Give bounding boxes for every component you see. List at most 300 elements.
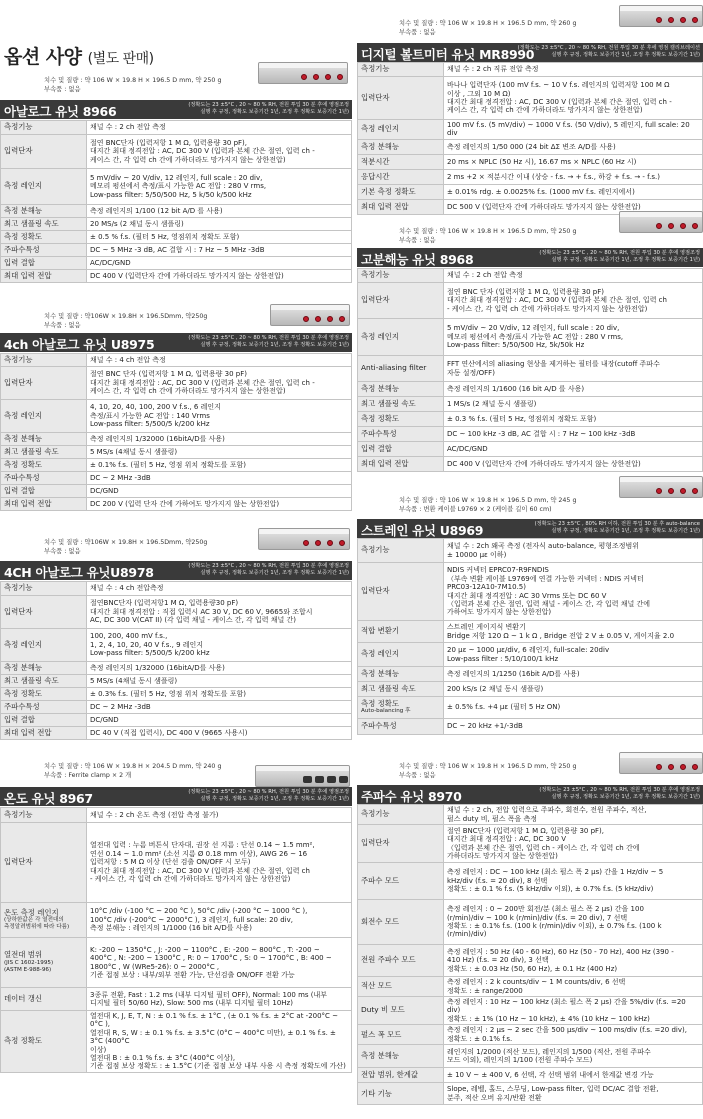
- spec-row: [1, 354, 352, 367]
- unit-meta-line: 치수 및 질량 : 약 106 W × 19.8 H × 196.5 D mm, 약 260 g: [399, 20, 577, 27]
- spec-value-line: FFT 연산에서의 aliasing 현상을 제거하는 필터를 내장(cutoff 주파수: [447, 360, 660, 369]
- spec-label-text: 최대 입력 전압: [4, 270, 52, 280]
- spec-label-text: 최대 입력 전압: [4, 498, 52, 508]
- connector-icon: [339, 316, 345, 322]
- spec-label: [358, 1083, 444, 1105]
- spec-value-line: DC/GND: [90, 715, 119, 724]
- spec-value: [87, 988, 352, 1011]
- accuracy-note: [518, 45, 700, 59]
- spec-value: [444, 120, 703, 140]
- spec-label: [358, 1068, 444, 1083]
- unit-name: 고분해능 유닛 8968: [361, 252, 474, 267]
- spec-label-text: 주파수특성: [4, 472, 40, 482]
- spec-row: [358, 139, 703, 154]
- spec-value-line: 열전대 입력 : 누름 버튼식 단자대, 권장 선 지름 : 단선 0.14 ~ 1.5 mm²,: [90, 841, 315, 850]
- connector-icon: [668, 764, 674, 770]
- spec-value-line: ± 0.3 % f.s. (필터 5 Hz, 영점위치 정확도 포함): [447, 414, 597, 423]
- spec-label: [358, 184, 444, 199]
- spec-row: [358, 697, 703, 719]
- spec-label: [358, 412, 444, 427]
- spec-label: [1, 582, 87, 596]
- spec-label: [1, 446, 87, 459]
- spec-row: [358, 719, 703, 735]
- spec-value-line: ± 0.1% f.s. (필터 5 Hz, 영점 위치 정확도를 포함): [90, 460, 246, 469]
- spec-value-line: ± 10 V ~ ± 400 V, 6 선택, 각 선택 범위 내에서 한계값 변경 가능: [447, 1071, 654, 1080]
- spec-label-text: 기타 기능: [361, 1088, 392, 1098]
- spec-value: [444, 997, 703, 1025]
- spec-label-text: 전압 범위, 한계값: [361, 1070, 419, 1080]
- spec-label: [1, 688, 87, 701]
- spec-label: [358, 621, 444, 643]
- accuracy-note: [188, 789, 349, 803]
- spec-value: [87, 823, 352, 903]
- spec-row: [358, 805, 703, 825]
- spec-value-line: （부속 변환 케이블 L9769에 연결 가능한 커넥터 : NDIS 커넥터: [447, 574, 644, 583]
- spec-value: [444, 427, 703, 442]
- connector-icon: [303, 316, 309, 322]
- spec-value: [444, 697, 703, 719]
- connector-icon: [692, 17, 698, 23]
- spec-value-line: 3종류 전환, Fast : 1.2 ms (내부 디지털 필터 OFF), Normal: 100 ms (내부: [90, 990, 328, 999]
- spec-label-text: 측정기능: [4, 354, 33, 364]
- spec-row: [1, 675, 352, 688]
- spec-label-text: 회전수 모드: [361, 916, 400, 926]
- spec-value: [444, 719, 703, 735]
- spec-value: [87, 701, 352, 714]
- spec-value-line: 정확도 : ± 0.1% f.s. (100 k (r/min)/div 이외), ± 0.7% f.s. (100 k: [447, 922, 662, 930]
- spec-value-line: 채널 수 : 4 ch 전압 측정: [90, 355, 166, 364]
- connector-icon: [337, 74, 343, 80]
- accuracy-note-line: 실행 후 규정, 정확도 보증기간 1년, 조정 후 정확도 보증기간 1년): [200, 109, 349, 115]
- spec-label: [358, 382, 444, 397]
- spec-value-line: 채널 수 : 2 ch 전압 측정: [447, 271, 523, 280]
- spec-value-line: Bridge 저항 120 Ω ~ 1 k Ω , Bridge 전압 2 V ± 0.05 V, 게이지율 2.0: [447, 631, 675, 640]
- spec-row: [1, 205, 352, 218]
- spec-value-line: ± 10000 με 이하): [447, 550, 507, 559]
- spec-row: [1, 688, 352, 701]
- spec-value-line: ± 0.3% f.s. (필터 5 Hz, 영점 위치 정확도를 포함): [90, 689, 246, 698]
- spec-value-line: DC ~ 20 kHz +1/-3dB: [447, 722, 523, 731]
- spec-value-line: （입력과 본체 간은 절연, 입력 채널 - 케이스 간, 각 입력 채널 간에: [447, 599, 650, 608]
- spec-value: [444, 1045, 703, 1068]
- connector-icon: [315, 316, 321, 322]
- spec-label-text: 입력 결합: [4, 714, 35, 724]
- spec-label: [1, 727, 87, 740]
- spec-value-line: 절연 BNC 단자 (입력저항 1 M Ω, 입력용량 30 pF): [90, 370, 248, 379]
- spec-label-text: 측정 레인지: [361, 124, 400, 134]
- spec-row: [358, 997, 703, 1025]
- spec-value-line: 410 Hz) (f.s. = 20 div), 3 선택: [447, 956, 549, 965]
- spec-label: [358, 997, 444, 1025]
- spec-value: [444, 563, 703, 621]
- unit-name: 4CH 아날로그 유닛U8978: [4, 565, 154, 580]
- spec-label: [358, 667, 444, 682]
- unit-meta-line: 부속품 : 없음: [399, 772, 436, 779]
- spec-value-line: 가하더라도 망가지지 않는 상한전압): [447, 851, 558, 860]
- spec-label-text: 측정 분해능: [361, 141, 400, 151]
- accuracy-note-line: 실행 후 규정, 정확도 보증기간 1년, 조정 후 정확도 보증기간 1년): [551, 794, 700, 800]
- spec-label-text: 입력단자: [361, 295, 390, 305]
- spec-value-line: 5 mV/div ~ 20 V/div, 12 레인지, full scale : 20 div,: [90, 173, 263, 182]
- spec-label-text: 주파수특성: [4, 244, 40, 254]
- spec-label: [1, 472, 87, 485]
- unit-meta: [399, 227, 576, 245]
- spec-row: [358, 682, 703, 697]
- spec-table: [0, 120, 352, 283]
- accuracy-note-line: (정확도는 23 ±5°C , 20 ~ 80 % RH, 전원 투입 30 분 후에 영점조정: [188, 335, 349, 341]
- spec-value: [87, 662, 352, 675]
- spec-label-text: 최대 입력 전압: [361, 458, 409, 468]
- spec-row: [1, 701, 352, 714]
- spec-value-line: 1800°C , W (WRe5-26): 0 ~ 2000°C ,: [90, 962, 220, 971]
- unit-meta-line: 부속품 : 변환 케이블 L9769 × 2 (케이블 길이 60 cm): [399, 506, 552, 513]
- unit-meta-line: 부속품 : 없음: [399, 29, 436, 36]
- spec-value: [87, 367, 352, 400]
- spec-label: [1, 400, 87, 433]
- spec-value: [444, 283, 703, 319]
- product-image: [619, 476, 703, 498]
- spec-row: [1, 169, 352, 205]
- spec-label-text: 데이터 갱신: [4, 993, 43, 1003]
- spec-label: [1, 1011, 87, 1073]
- spec-value-line: 바나나 입력단자 (100 mV f.s. ~ 10 V f.s. 레인지의 입력저항 100 M Ω: [447, 81, 670, 90]
- spec-value-line: PRC03-12A10-7M10.5): [447, 583, 526, 592]
- spec-row: [358, 539, 703, 563]
- spec-label-text: 측정 레인지: [361, 331, 400, 341]
- spec-value-line: 열전대 R, S, W : ± 0.1 % f.s. ± 3.5°C (0°C ~ 400°C 미만), ± 0.1 % f.s. ± 3°C (400°C: [90, 1028, 336, 1046]
- spec-label-text: 입력단자: [361, 838, 390, 848]
- connector-icon: [668, 17, 674, 23]
- spec-value-line: 이상): [90, 1045, 107, 1054]
- spec-label-text: 측정기능: [361, 809, 390, 819]
- spec-row: [1, 1011, 352, 1073]
- unit-meta-line: 치수 및 질량 : 약 106 W × 19.8 H × 204.5 D mm, 약 240 g: [44, 763, 222, 770]
- spec-value: [87, 244, 352, 257]
- unit-meta-line: 치수 및 질량 : 약 106 W × 19.8 H × 196.5 D mm, 약 245 g: [399, 497, 577, 504]
- spec-value: [87, 903, 352, 938]
- product-image: [619, 211, 703, 233]
- spec-value: [444, 442, 703, 457]
- spec-label-text: 측정 레인지: [4, 181, 43, 191]
- unit-name: 4ch 아날로그 유닛 U8975: [4, 337, 155, 352]
- spec-row: [358, 621, 703, 643]
- accuracy-note-line: 실행 후 규정, 정확도 보증기간 1년, 조정 후 정확도 보증기간 1년): [200, 570, 349, 576]
- unit-name: 스트레인 유닛 U8969: [361, 523, 484, 538]
- spec-row: [358, 427, 703, 442]
- accuracy-note: [188, 563, 349, 577]
- spec-value: [444, 319, 703, 356]
- spec-row: [358, 269, 703, 283]
- unit-meta-line: 치수 및 질량 : 약106W × 19.8H × 196.5Dmm, 약250g: [44, 539, 208, 546]
- spec-value-line: 정확도 : ± range/2000: [447, 986, 523, 995]
- spec-label: [358, 319, 444, 356]
- spec-label: [358, 825, 444, 863]
- spec-label: [358, 199, 444, 214]
- spec-value-line: kHz/div (f.s. = 20 div), 8 선택: [447, 876, 548, 885]
- spec-label: [358, 442, 444, 457]
- spec-label: [1, 218, 87, 231]
- spec-label-text: 입력단자: [361, 586, 390, 596]
- spec-label: [358, 563, 444, 621]
- spec-value-line: 케이스 간, 각 입력 ch 간에 가하더라도 망가지지 않는 상한전압): [90, 155, 286, 164]
- spec-value: [87, 218, 352, 231]
- spec-value-line: 절연BNC단자 (입력저항1 M Ω, 입력용량30 pF): [90, 599, 239, 608]
- spec-value-line: 측정 레인지의 1/32000 (16bitA/D를 사용): [90, 663, 225, 672]
- spec-label: [1, 596, 87, 629]
- connector-icon: [327, 540, 333, 546]
- spec-label-sub: (상하한값은 각 열전대의: [4, 917, 64, 924]
- spec-value-line: 케이스 간, 각 입력 ch 간에 가하더라도 망가지지 않는 상한전압): [447, 106, 643, 115]
- spec-value-line: 200 kS/s (2 채널 동시 샘플링): [447, 684, 544, 693]
- spec-value-line: 5 MS/s (4채널 동시 샘플링): [90, 447, 178, 456]
- spec-row: [358, 63, 703, 77]
- spec-label: [1, 169, 87, 205]
- spec-label: [358, 539, 444, 563]
- spec-value: [444, 397, 703, 412]
- spec-value: [444, 1025, 703, 1045]
- spec-row: [1, 823, 352, 903]
- spec-row: [1, 938, 352, 988]
- product-image: [258, 528, 350, 550]
- spec-row: [358, 283, 703, 319]
- spec-value-line: Low-pass filter : 5/10/100/1 kHz: [447, 654, 559, 663]
- spec-label-text: 적합 변환기: [361, 626, 400, 636]
- spec-row: [358, 977, 703, 997]
- product-image: [255, 765, 350, 787]
- spec-label: [358, 805, 444, 825]
- spec-value-line: 채널 수 : 2 ch, 전압 입력으로 주파수, 회전수, 전원 주파수, 적산,: [447, 806, 647, 815]
- spec-value-line: 자동 설정/OFF): [447, 368, 495, 377]
- unit-meta: [399, 496, 576, 514]
- spec-label: [358, 1045, 444, 1068]
- spec-label: [358, 427, 444, 442]
- spec-label-text: 주파수 모드: [361, 875, 400, 885]
- spec-row: [1, 662, 352, 675]
- connector-icon: [313, 74, 319, 80]
- spec-table: [357, 62, 703, 215]
- connector-icon: [692, 764, 698, 770]
- unit-meta-line: 부속품 : 없음: [44, 322, 81, 329]
- spec-row: [1, 218, 352, 231]
- spec-value-line: 측정 레인지 : 2 μs ~ 2 sec 간을 500 μs/div ~ 100 ms/div (f.s. =20 div),: [447, 1026, 687, 1035]
- spec-row: [358, 863, 703, 900]
- spec-row: [1, 135, 352, 169]
- unit-header: [0, 333, 352, 352]
- spec-row: [1, 121, 352, 135]
- page-title-sub: (별도 판매): [87, 51, 154, 67]
- spec-label-text: 측정 정확도: [361, 698, 400, 708]
- page-title-main: 옵션 사양: [4, 46, 82, 68]
- spec-label: [1, 135, 87, 169]
- spec-row: [1, 903, 352, 938]
- spec-value: [87, 231, 352, 244]
- spec-value-line: 펄스 duty 비, 펄스 폭을 측정: [447, 814, 537, 823]
- spec-value-line: 측정 레인지 : DC ~ 100 kHz (최소 펄스 폭 2 μs) 간을 1 Hz/div ~ 5: [447, 868, 664, 877]
- spec-label-text: 측정 분해능: [4, 662, 43, 672]
- spec-value: [444, 154, 703, 169]
- spec-label-text: 측정 분해능: [4, 205, 43, 215]
- spec-value: [444, 825, 703, 863]
- accuracy-note-line: (정확도는 23 ±5°C , 20 ~ 80 % RH, 전원 투입 30 분 후에 영점조정: [188, 102, 349, 108]
- spec-value-line: Low-pass filter: 5/500/5 k/200 kHz: [90, 649, 210, 658]
- spec-label: [1, 257, 87, 270]
- spec-row: [358, 319, 703, 356]
- spec-label-text: Anti-aliasing filter: [361, 363, 427, 373]
- spec-row: [1, 231, 352, 244]
- spec-value: [87, 629, 352, 662]
- spec-value: [87, 498, 352, 511]
- spec-label: [1, 675, 87, 688]
- spec-row: [358, 945, 703, 977]
- unit-header: [357, 248, 703, 267]
- spec-value-line: K: -200 ~ 1350°C , J: -200 ~ 1100°C , E: -200 ~ 800°C , T: -200 ~: [90, 945, 320, 954]
- spec-label-text: 적분시간: [361, 156, 390, 166]
- spec-value-line: 2 ms +2 × 적분시간 이내 (상승 - f.s. → + f.s., 하강 + f.s. → - f.s.): [447, 172, 660, 181]
- unit-meta-line: 치수 및 질량 : 약 106 W × 19.8 H × 196.5 D mm, 약 250 g: [399, 763, 577, 770]
- spec-value: [87, 400, 352, 433]
- spec-value-line: 절연 BNC단자 (입력저항 1 M Ω, 입력용량 30 pF),: [447, 826, 605, 835]
- spec-value-line: 400°C , N: -200 ~ 1300°C , R: 0 ~ 1700°C , S: 0 ~ 1700°C , B: 400 ~: [90, 954, 332, 963]
- spec-value-line: 측정 레인지 : 10 Hz ~ 100 kHz (최소 펄스 폭 2 μs) 간을 5%/div (f.s. =20 div): [447, 998, 686, 1015]
- connector-icon: [315, 540, 321, 546]
- accuracy-note-line: 실행 후 규정, 정확도 보증기간 1년, 조정 후 정확도 보증기간 1년): [551, 257, 700, 263]
- unit-meta-line: 치수 및 질량 : 약 106 W × 19.8 H × 196.5 D mm, 약 250 g: [44, 77, 222, 84]
- spec-row: [1, 270, 352, 283]
- spec-value-line: ± 0.01% rdg. ± 0.0025% f.s. (1000 mV f.s. 레인지에서): [447, 187, 635, 196]
- connector-icon: [325, 74, 331, 80]
- spec-value-line: DC ~ 100 kHz -3 dB, AC 결합 시 : 7 Hz ~ 100 kHz -3dB: [447, 429, 636, 438]
- spec-value-line: DC ~ 2 MHz -3dB: [90, 702, 151, 711]
- spec-value-line: 메모리 펑션에서 측정/표시 가능한 AC 전압 : 280 V rms,: [90, 182, 267, 191]
- spec-label: [1, 121, 87, 135]
- unit-header: [0, 787, 352, 806]
- spec-value: [87, 459, 352, 472]
- spec-label-text: 기본 측정 정확도: [361, 186, 416, 196]
- connector-icon: [303, 540, 309, 546]
- spec-row: [1, 988, 352, 1011]
- spec-label: [358, 682, 444, 697]
- spec-label-text: 적산 모드: [361, 981, 392, 991]
- spec-row: [1, 629, 352, 662]
- connector-icon: [339, 776, 348, 783]
- unit-name: 온도 유닛 8967: [4, 791, 93, 806]
- spec-row: [1, 459, 352, 472]
- spec-label: [358, 356, 444, 382]
- spec-label-text: 측정기능: [361, 64, 390, 74]
- unit-name: 주파수 유닛 8970: [361, 789, 462, 804]
- spec-label: [358, 397, 444, 412]
- accuracy-note-line: (정확도는 23 ±5°C , 20 ~ 80 % RH, 전원 투입 30 분 후에 영점조정: [539, 250, 700, 256]
- spec-value: [87, 446, 352, 459]
- unit-meta: [44, 312, 207, 330]
- spec-row: [358, 900, 703, 945]
- unit-meta-line: 부속품 : 없음: [44, 548, 81, 555]
- accuracy-note-line: (정확도는 23 ±5°C , 80% RH 이하, 전원 투입 30 분 후 auto-balance: [534, 521, 700, 527]
- spec-value: [444, 945, 703, 977]
- spec-label-text: 입력단자: [361, 92, 390, 102]
- spec-value-line: DC 500 V (입력단자 간에 가하더라도 망가지지 않는 상한전압): [447, 202, 641, 211]
- spec-value: [444, 1068, 703, 1083]
- spec-row: [1, 244, 352, 257]
- spec-value-line: 열전대 B : ± 0.1 % f.s. ± 3°C (400°C 이상),: [90, 1054, 236, 1063]
- spec-label-sub: Auto-balancing 후: [361, 708, 411, 715]
- spec-label: [1, 270, 87, 283]
- spec-row: [1, 433, 352, 446]
- spec-value-line: DC ~ 5 MHz -3 dB, AC 결합 시 : 7 Hz ~ 5 MHz -3dB: [90, 245, 265, 254]
- spec-row: [358, 169, 703, 184]
- spec-value-line: 정확도 : ± 0.1 % f.s. (5 kHz/div 이외), ± 0.7% f.s. (5 kHz/div): [447, 885, 654, 894]
- spec-label-text: 측정 분해능: [361, 383, 400, 393]
- spec-row: [358, 120, 703, 140]
- spec-label-text: 입력단자: [4, 857, 33, 867]
- spec-value-line: Low-pass filter: 5/50/500 Hz, 5k/50k Hz: [447, 341, 585, 350]
- spec-label-text: 측정 분해능: [361, 668, 400, 678]
- connector-icon: [692, 223, 698, 229]
- spec-value-line: 기준 접점 보상 정확도 : ± 1.5°C (기준 접점 보상 내부 사용 시 측정 정확도에 가산): [90, 1062, 346, 1071]
- spec-value-line: 스트레인 게이지식 변환기: [447, 623, 526, 632]
- spec-label: [358, 977, 444, 997]
- unit-header: [0, 561, 352, 580]
- spec-label: [1, 485, 87, 498]
- connector-icon: [692, 488, 698, 494]
- spec-label-text: 측정 정확도: [4, 688, 43, 698]
- spec-value-line: Low-pass filter: 5/500/5 k/200 kHz: [90, 420, 210, 429]
- spec-label-sub: (JIS C 1602-1995): [4, 959, 54, 966]
- spec-value-line: 대지간 최대 정격전압 : 직접 입력시 AC 30 V, DC 60 V, 9665와 조합시: [90, 607, 313, 616]
- spec-row: [358, 1045, 703, 1068]
- spec-row: [358, 397, 703, 412]
- spec-value-line: 정확도 : ± 0.1% f.s.: [447, 1034, 513, 1043]
- spec-value: [87, 808, 352, 823]
- unit-meta-line: 부속품 : 없음: [44, 86, 81, 93]
- spec-label: [358, 457, 444, 472]
- spec-value-line: 측정 레인지의 1/100 (12 bit A/D 를 사용): [90, 206, 223, 215]
- spec-label-text: 최대 입력 전압: [4, 727, 52, 737]
- spec-value-line: 열전대 K, J, E, T, N : ± 0.1 % f.s. ± 1°C , (± 0.1 % f.s. ± 2°C at -200°C ~ 0°C ),: [90, 1012, 339, 1029]
- connector-icon: [656, 223, 662, 229]
- spec-value-line: 5 mV/div ~ 20 V/div, 12 레인지, full scale : 20 div,: [447, 324, 620, 333]
- spec-row: [358, 825, 703, 863]
- spec-row: [358, 154, 703, 169]
- spec-label: [1, 433, 87, 446]
- spec-value: [444, 863, 703, 900]
- unit-name: 아날로그 유닛 8966: [4, 104, 117, 119]
- connector-icon: [656, 17, 662, 23]
- spec-value-line: DC 400 V (입력단자 간에 가하더라도 망가지지 않는 상한전압): [447, 459, 641, 468]
- spec-value-line: 채널 수 : 2 ch 직류 전압 측정: [447, 65, 539, 74]
- spec-value-line: 채널 수 : 4 ch 전압측정: [90, 584, 164, 593]
- spec-value-line: Slope, 레벨, 홀드, 스무딩, Low-pass filter, 입력 DC/AC 결합 전환,: [447, 1085, 659, 1094]
- spec-value-line: 100, 200, 400 mV f.s.,: [90, 632, 168, 641]
- spec-value-line: DC/GND: [90, 486, 119, 495]
- spec-label-text: 최고 샘플링 속도: [4, 675, 59, 685]
- spec-label-text: 측정기능: [361, 545, 390, 555]
- spec-value: [444, 1083, 703, 1105]
- spec-row: [358, 412, 703, 427]
- spec-label: [358, 77, 444, 120]
- spec-label-text: 입력 결합: [361, 443, 392, 453]
- spec-value-line: 대지간 최대 정격전압 : AC, DC 300 V (입력과 본체 간은 절연, 입력 ch -: [447, 98, 672, 106]
- spec-row: [1, 714, 352, 727]
- spec-value-line: 10°C /div (-100 °C ~ 200 °C ), 50°C /div (-200 °C ~ 1000 °C ),: [90, 907, 308, 916]
- connector-icon: [680, 223, 686, 229]
- connector-icon: [680, 488, 686, 494]
- spec-label: [1, 823, 87, 903]
- spec-value-line: (r/min)/div ~ 100 k (r/min)/div (f.s. = 20 div), 7 선택: [447, 913, 628, 922]
- spec-label-sub: (ASTM E-988-96): [4, 966, 52, 973]
- spec-label-text: 최고 샘플링 속도: [361, 398, 416, 408]
- accuracy-note-line: (정확도는 23 ±5°C , 20 ~ 80 % RH, 전원 투입 30 분 후에 영점조정: [188, 789, 349, 795]
